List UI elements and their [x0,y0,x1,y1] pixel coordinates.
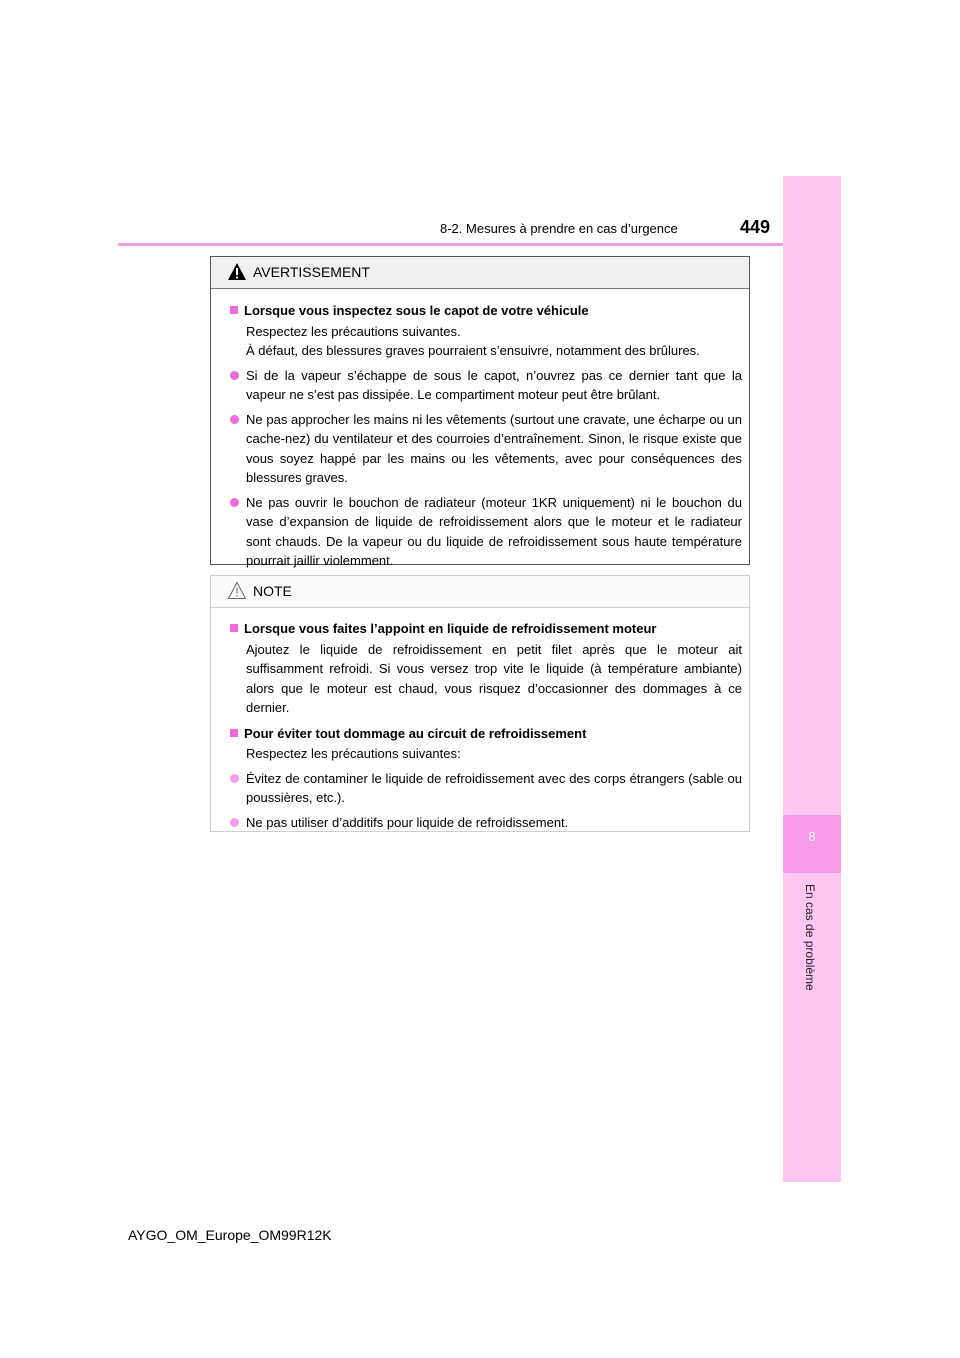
square-bullet-icon [230,624,238,632]
note-box-header [211,576,749,608]
note-heading-1: Lorsque vous faites l’appoint en liquide de refroidissement moteur [230,619,742,639]
header-rule [118,243,840,246]
warning-intro: Respectez les précautions suivantes. [246,323,461,339]
warning-heading: Lorsque vous inspectez sous le capot de votre véhicule [230,301,742,321]
caution-triangle-icon [227,581,247,600]
round-bullet-icon [230,818,239,827]
chapter-number: 8 [808,829,816,844]
page-number: 449 [740,217,771,237]
note-box-body [211,608,749,832]
round-bullet-icon [230,498,239,507]
chapter-tab-active[interactable] [783,815,841,873]
warning-box-header [211,257,749,289]
warning-box-body [211,289,749,571]
note-intro-2: Respectez les précautions suivantes: [246,746,461,761]
note-text-1: Ajoutez le liquide de refroidissement en petit filet après que le moteur ait suffisamment refroidi. Si vous versez trop vite le liquide (à température ambiante) alors que le moteur est chaud, vous risquez d’occasionner des dommages à ce dernier. [246,641,742,715]
round-bullet-icon [230,415,239,424]
warning-box [210,256,750,568]
list-item: Si de la vapeur s’échappe de sous le capot, n’ouvrez pas ce dernier tant que la vapeur ne s’est pas dissipée. Le compartiment moteur peut être brûlant. [230,366,742,405]
section-title: 8-2. Mesures à prendre en cas d’urgence [440,221,678,236]
square-bullet-icon [230,306,238,314]
warning-intro-2: À défaut, des blessures graves pourraient s’ensuivre, notamment des brûlures. [246,343,700,358]
chapter-side-tab [783,176,841,1182]
list-item: Ne pas approcher les mains ni les vêtements (surtout une cravate, une écharpe ou un cache-nez) du ventilateur et des courroies d’entraînement. Sinon, le risque existe que vous soyez happé par les mains ou les vêtements, avec pour conséquences des blessures graves. [230,410,742,488]
square-bullet-icon [230,729,238,737]
note-heading-2: Pour éviter tout dommage au circuit de refroidissement [230,724,742,744]
note-box-title: NOTE [253,583,292,599]
list-item: Ne pas utiliser d’additifs pour liquide de refroidissement. [230,813,742,833]
list-item: Ne pas ouvrir le bouchon de radiateur (moteur 1KR uniquement) ni le bouchon du vase d’expansion de liquide de refroidissement alors que le moteur et le radiateur sont chauds. De la vapeur ou du liquide de refroidissement sous haute température pourrait jaillir violemment. [230,493,742,571]
document-code: AYGO_OM_Europe_OM99R12K [128,1227,332,1243]
warning-triangle-icon [227,262,247,281]
list-item: Évitez de contaminer le liquide de refroidissement avec des corps étrangers (sable ou poussières, etc.). [230,769,742,808]
note-box [210,575,750,832]
warning-box-title: AVERTISSEMENT [253,264,370,280]
round-bullet-icon [230,371,239,380]
chapter-label: En cas de problème [803,884,817,991]
round-bullet-icon [230,774,239,783]
